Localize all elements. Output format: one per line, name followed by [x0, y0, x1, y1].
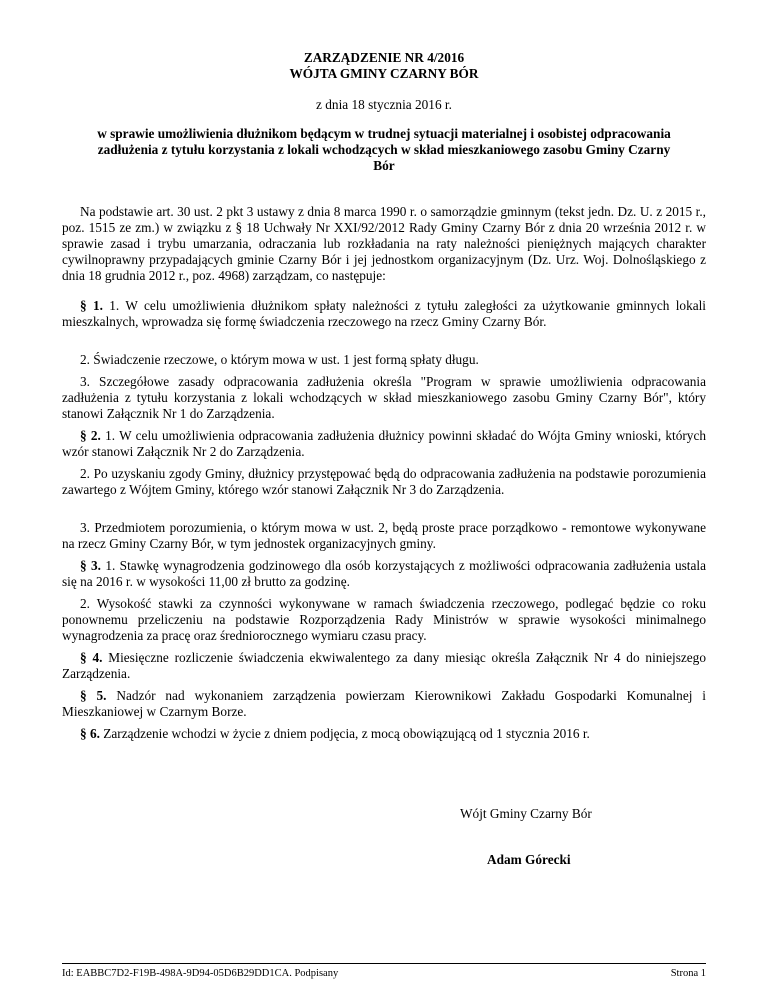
paragraph-1-1 — [62, 298, 706, 330]
paragraph-text: 2. Świadczenie rzeczowe, o którym mowa w ust. 1 jest formą spłaty długu. — [80, 352, 479, 367]
paragraph-text: Zarządzenie wchodzi w życie z dniem podjęcia, z mocą obowiązującą od 1 stycznia 2016 r. — [99, 726, 590, 741]
paragraph-4 — [62, 650, 706, 682]
document-title: ZARZĄDZENIE NR 4/2016 — [303, 50, 465, 65]
section-number: § 2. — [80, 428, 101, 443]
paragraph-1-3 — [62, 374, 706, 422]
section-number: § 4. — [80, 650, 103, 665]
paragraph-text: 1. W celu umożliwienia odpracowania zadłużenia dłużnicy powinni składać do Wójta Gminy wnioski, których wzór stanowi Załącznik Nr 2 do Zarządzenia. — [62, 428, 707, 459]
paragraph-3-1 — [62, 558, 706, 590]
signatory-role: Wójt Gminy Czarny Bór — [460, 806, 592, 821]
paragraph-text: Miesięczne rozliczenie świadczenia ekwiwalentego za dany miesiąc określa Załącznik Nr 4 do niniejszego Zarządzenia. — [62, 650, 706, 681]
document-issuer: WÓJTA GMINY CZARNY BÓR — [289, 66, 479, 81]
paragraph-2-1 — [62, 428, 706, 460]
paragraph-2-3 — [62, 520, 706, 552]
paragraph-text: 2. Wysokość stawki za czynności wykonywane w ramach świadczenia rzeczowego, podlegać będzie co roku ponownemu przeliczeniu na podstawie Rozporządzenia Rady Ministrów w sprawie wysokości minimalnego wynagrodzenia za pracę oraz średniorocznego wymiaru czasu pracy. — [62, 596, 706, 643]
section-number: § 5. — [80, 688, 107, 703]
paragraph-text: 3. Przedmiotem porozumienia, o którym mowa w ust. 2, będą proste prace porządkowo - remontowe wykonywane na rzecz Gminy Czarny Bór, w tym jednostek organizacyjnych gminy. — [62, 520, 706, 551]
page-number: Strona 1 — [670, 968, 706, 979]
document-subject: w sprawie umożliwienia dłużnikom będącym w trudnej sytuacji materialnej i osobistej odpracowania zadłużenia z tytułu korzystania z lokali wchodzących w skład mieszkaniowego zasobu Gminy Czarny Bór — [97, 126, 671, 173]
paragraph-3-2 — [62, 596, 706, 644]
paragraph-text: 2. Po uzyskaniu zgody Gminy, dłużnicy przystępować będą do odpracowania zadłużenia na podstawie porozumienia zawartego z Wójtem Gminy, którego wzór stanowi Załącznik Nr 3 do Zarządzenia. — [62, 466, 706, 497]
document-date: z dnia 18 stycznia 2016 r. — [316, 97, 452, 112]
document-id: Id: EABBC7D2-F19B-498A-9D94-05D6B29DD1CA. Podpisany — [62, 968, 339, 979]
paragraph-5 — [62, 688, 706, 720]
paragraph-2-2 — [62, 466, 706, 498]
paragraph-text: 3. Szczegółowe zasady odpracowania zadłużenia określa "Program w sprawie umożliwienia odpracowania zadłużenia z tytułu korzystania z lokali wchodzących w skład mieszkaniowego zasobu Gminy Czarny Bór", który stanowi Załącznik Nr 1 do Zarządzenia. — [62, 374, 706, 421]
paragraph-1-2 — [62, 352, 706, 368]
paragraph-6 — [62, 726, 706, 742]
section-number: § 6. — [80, 726, 100, 741]
paragraph-text: 1. W celu umożliwienia dłużnikom spłaty należności z tytułu zaległości za użytkowanie gminnych lokali mieszkalnych, wprowadza się formę świadczenia rzeczowego na rzecz Gminy Czarny Bór. — [62, 298, 707, 329]
footer-divider — [62, 963, 706, 964]
paragraph-text: Nadzór nad wykonaniem zarządzenia powierzam Kierownikowi Zakładu Gospodarki Komunalnej i Mieszkaniowej w Czarnym Borze. — [62, 688, 706, 719]
paragraph-text: 1. Stawkę wynagrodzenia godzinowego dla osób korzystających z możliwości odpracowania zadłużenia ustala się na 2016 r. w wysokości 11,00 zł brutto za godzinę. — [62, 558, 706, 589]
section-number: § 3. — [80, 558, 101, 573]
signatory-name: Adam Górecki — [487, 852, 571, 867]
section-number: § 1. — [80, 298, 103, 313]
legal-basis-paragraph: Na podstawie art. 30 ust. 2 pkt 3 ustawy z dnia 8 marca 1990 r. o samorządzie gminnym (tekst jedn. Dz. U. z 2015 r., poz. 1515 ze zm.) w związku z § 18 Uchwały Nr XXI/92/2012 Rady Gminy Czarny Bór z dnia 20 września 2012 r. w sprawie zasad i trybu umarzania, odraczania lub rozkładania na raty należności pieniężnych mających charakter cywilnoprawny przypadających gminie Czarny Bór i jej jednostkom organizacyjnym (Dz. Urz. Woj. Dolnośląskiego z dnia 18 grudnia 2012 r., poz. 4968) zarządzam, co następuje: — [62, 204, 706, 283]
